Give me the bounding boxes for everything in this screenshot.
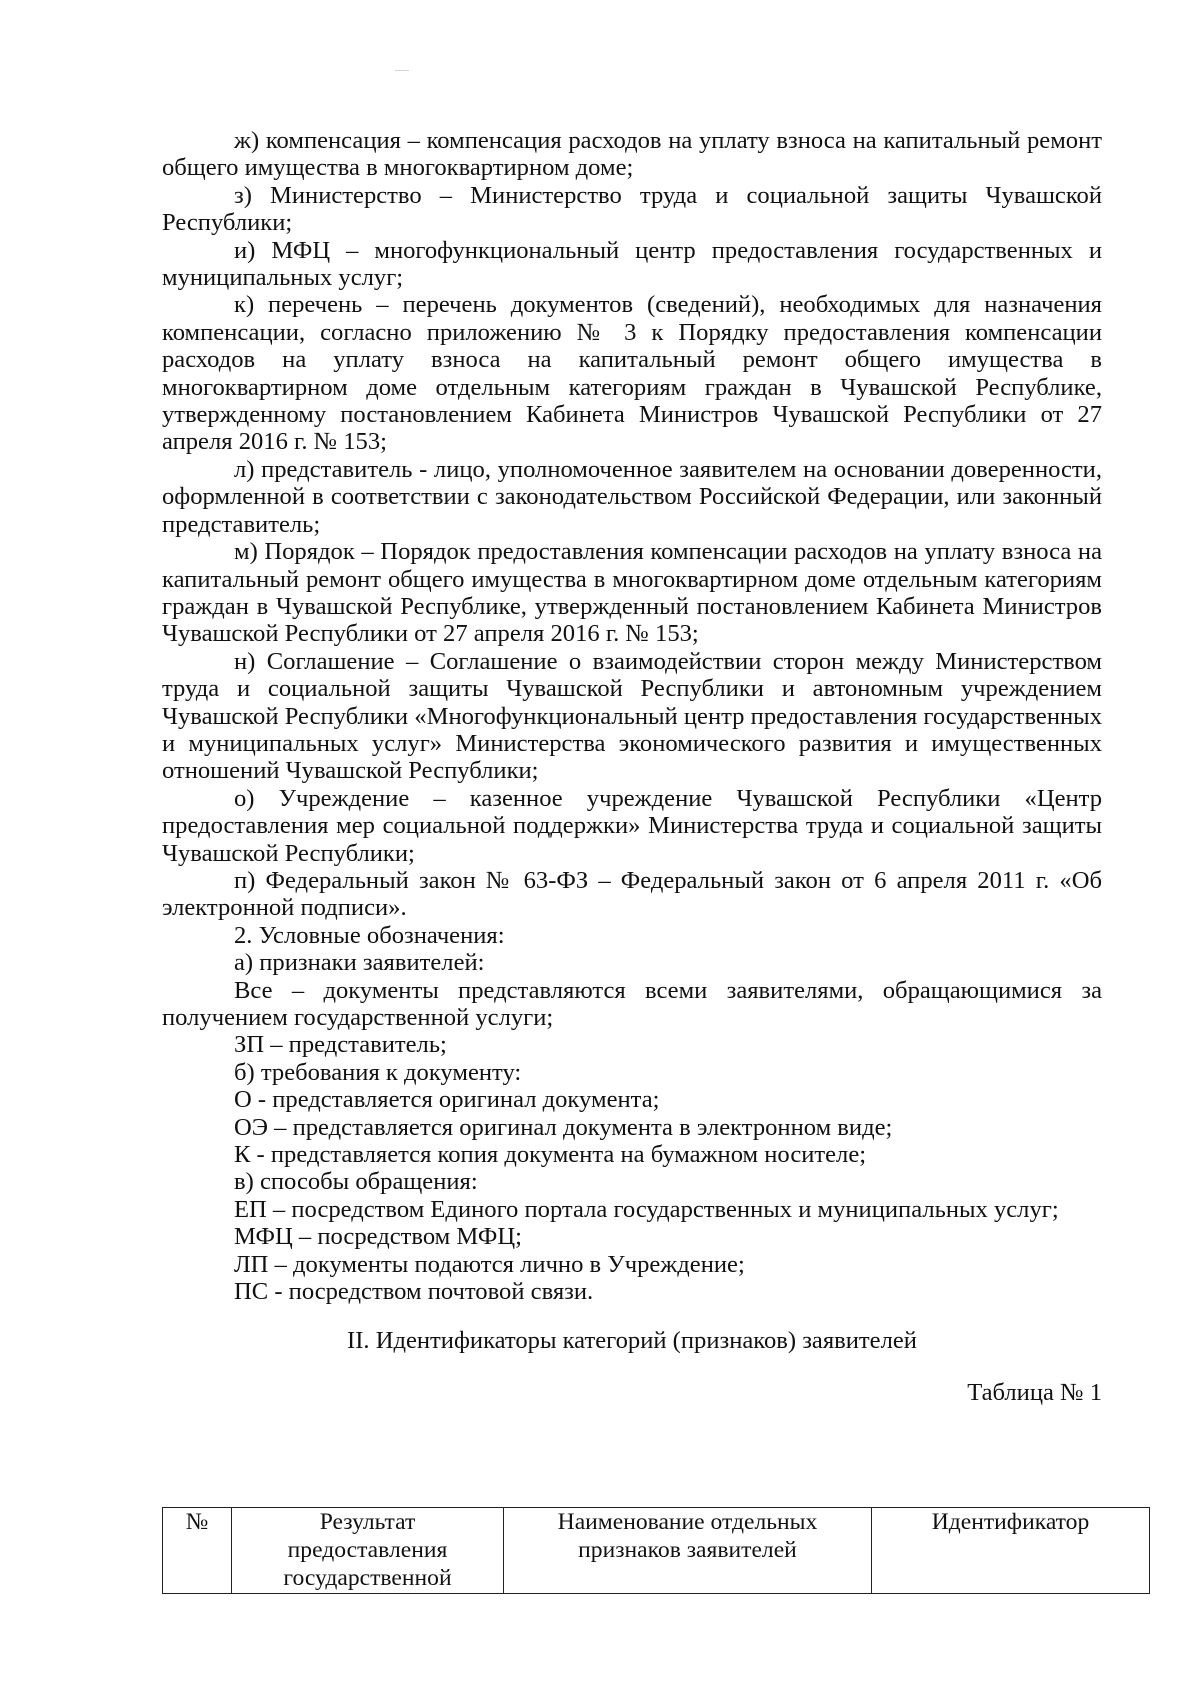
table-header-result: Результат предоставления государственной [232,1508,504,1594]
table-header-applicant-signs: Наименование отдельных признаков заявителей [504,1508,872,1594]
table-header-number: № [163,1508,232,1594]
table-header-row [163,1508,1150,1594]
conventions-document-requirements: б) требования к документу: [234,1058,522,1086]
document-text [162,127,1102,1408]
definition-federal-law: п) Федеральный закон № 63-ФЗ – Федеральный закон от 6 апреля 2011 г. «Об электронной подписи». [162,866,1102,922]
convention-representative: ЗП – представитель; [234,1031,447,1059]
convention-single-portal: ЕП – посредством Единого портала государственных и муниципальных услуг; [234,1195,1059,1223]
identifier-table-header [163,1508,1150,1594]
section-heading: II. Идентификаторы категорий (признаков) заявителей [347,1327,917,1355]
convention-original: О - представляется оригинал документа; [234,1086,660,1114]
conventions-submission-methods: в) способы обращения: [234,1168,478,1196]
identifier-table [162,1507,1150,1594]
identifier-table-wrapper [162,1507,1097,1594]
scan-artifact [395,70,409,71]
definition-agreement: н) Соглашение – Соглашение о взаимодействии сторон между Министерством труда и социальной защиты Чувашской Республики и автономным учреждением Чувашской Республики «Многофункциональный центр предоставления государственных и муниципальных услуг» Министерства экономического развития и имущественных отношений Чувашской Республики; [162,647,1102,785]
definition-compensation: ж) компенсация – компенсация расходов на уплату взноса на капитальный ремонт общего имущества в многоквартирном доме; [162,127,1102,182]
definition-procedure: м) Порядок – Порядок предоставления компенсации расходов на уплату взноса на капитальный ремонт общего имущества в многоквартирном доме отдельным категориям граждан в Чувашской Республике, утвержденный постановлением Кабинета Министров Чувашской Республики от 27 апреля 2016 г. № 153; [162,538,1102,648]
convention-electronic-original: ОЭ – представляется оригинал документа в электронном виде; [234,1113,893,1141]
conventions-applicant-signs: а) признаки заявителей: [234,949,485,977]
convention-in-person: ЛП – документы подаются лично в Учреждение; [234,1250,745,1278]
definition-representative: л) представитель - лицо, уполномоченное заявителем на основании доверенности, оформленной в соответствии с законодательством Российской Федерации, или законный представитель; [162,455,1102,538]
definition-list: к) перечень – перечень документов (сведений), необходимых для назначения компенсации, согласно приложению № 3 к Порядку предоставления компенсации расходов на уплату взноса на капитальный ремонт общего имущества в многоквартирном доме отдельным категориям граждан в Чувашской Республике, утвержденному постановлением Кабинета Министров Чувашской Республики от 27 апреля 2016 г. № 153; [162,291,1102,456]
convention-mfc: МФЦ – посредством МФЦ; [234,1223,522,1251]
table-header-identifier: Идентификатор [872,1508,1150,1594]
table-caption: Таблица № 1 [967,1378,1102,1406]
convention-postal: ПС - посредством почтовой связи. [234,1278,594,1306]
conventions-title: 2. Условные обозначения: [234,921,505,949]
definition-ministry: з) Министерство – Министерство труда и социальной защиты Чувашской Республики; [162,181,1102,237]
definition-mfc: и) МФЦ – многофункциональный центр предоставления государственных и муниципальных услуг; [162,236,1102,292]
definition-institution: о) Учреждение – казенное учреждение Чувашской Республики «Центр предоставления мер социальной поддержки» Министерства труда и социальной защиты Чувашской Республики; [162,784,1102,867]
convention-paper-copy: К - представляется копия документа на бумажном носителе; [234,1141,867,1169]
convention-all: Все – документы представляются всеми заявителями, обращающимися за получением государственной услуги; [162,976,1102,1031]
